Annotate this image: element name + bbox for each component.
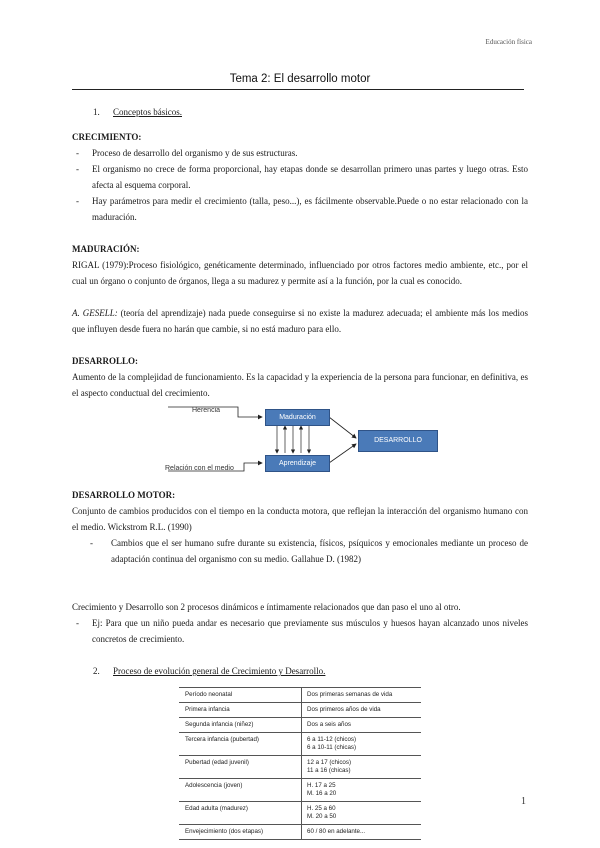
- crecimiento-heading: CRECIMIENTO:: [72, 132, 142, 142]
- list-item: - Cambios que el ser humano sufre durante su existencia, físicos, psíquicos y emocionales mediante un proceso de adaptación continua del organismo con su medio. Gallahue D. (1982): [72, 535, 528, 567]
- section-number: 2.: [93, 666, 100, 676]
- title-divider: [72, 89, 524, 90]
- rigal-paragraph: RIGAL (1979):Proceso fisiológico, genéticamente determinado, influenciado por otros factores medio ambiente, etc., por el cual un órgano o conjunto de órganos, llega a su madurez y permite así a la función, por la cual es conocido.: [72, 260, 528, 286]
- table-row: [179, 703, 421, 718]
- section-number: 1.: [93, 107, 100, 117]
- list-item: - El organismo no crece de forma proporcional, hay etapas donde se desarrollan primero unas partes y luego otras. Esto afecta al esquema corporal.: [72, 161, 528, 193]
- list-item: - Ej: Para que un niño pueda andar es necesario que previamente sus músculos y huesos hayan alcanzado unos niveles concretos de crecimiento.: [72, 615, 528, 647]
- table-row: [179, 718, 421, 733]
- table-cell-age: 12 a 17 (chicos) 11 a 16 (chicas): [307, 759, 352, 774]
- section-2-heading: [72, 663, 528, 679]
- table-row: [179, 687, 421, 703]
- section-1-heading: [72, 104, 528, 120]
- section-title: Conceptos básicos.: [113, 107, 182, 117]
- maduracion-heading: MADURACIÓN:: [72, 244, 140, 254]
- page-number: 1: [521, 796, 526, 807]
- table-row: [179, 733, 421, 756]
- table-cell-period: Adolescencia (joven): [179, 779, 302, 801]
- table-cell-period: Período neonatal: [179, 688, 302, 702]
- gesell-text: (teoría del aprendizaje) nada puede conseguirse si no existe la madurez adecuada; el ambiente más los medios que influyen desde fuera no harán que cambie, si no está maduro para ello.: [72, 308, 528, 334]
- table-row: [179, 756, 421, 779]
- table-cell-age: Dos a seis años: [307, 721, 352, 728]
- desarrollo-box: DESARROLLO: [358, 430, 438, 452]
- crecimiento-list: [72, 145, 528, 225]
- relacion-paragraph: Crecimiento y Desarrollo son 2 procesos dinámicos e íntimamente relacionados que dan paso el uno al otro.: [72, 602, 461, 612]
- section-title: Proceso de evolución general de Crecimiento y Desarrollo.: [113, 666, 326, 676]
- table-cell-age: Dos primeras semanas de vida: [307, 691, 393, 698]
- table-cell-period: Tercera infancia (pubertad): [179, 733, 302, 755]
- maduracion-box: Maduración: [265, 409, 330, 426]
- table-cell-age: 6 a 11-12 (chicos) 6 a 10-11 (chicas): [307, 736, 357, 751]
- table-cell-age: H. 17 a 25 M. 16 a 20: [307, 782, 337, 797]
- gesell-author: A. GESELL:: [72, 308, 118, 318]
- table-cell-age: H. 25 a 60 M. 20 a 50: [307, 805, 337, 820]
- relacion-label: Relación con el medio: [165, 465, 234, 472]
- table-row: [179, 779, 421, 802]
- gesell-paragraph: [72, 305, 528, 337]
- table-row: [179, 825, 421, 840]
- list-item: - Hay parámetros para medir el crecimiento (talla, peso...), es fácilmente observable.Puede o no estar relacionado con la maduración.: [72, 193, 528, 225]
- relacion-list: [72, 615, 528, 647]
- table-cell-age: Dos primeros años de vida: [307, 706, 381, 713]
- table-cell-period: Edad adulta (madurez): [179, 802, 302, 824]
- header-label: Educación física: [485, 38, 532, 46]
- desarrollo-motor-heading: DESARROLLO MOTOR:: [72, 490, 176, 500]
- table-cell-age: 60 / 80 en adelante...: [307, 828, 366, 835]
- desarrollo-motor-list: [72, 535, 528, 567]
- document-body: [72, 104, 528, 840]
- desarrollo-motor-paragraph: Conjunto de cambios producidos con el tiempo en la conducta motora, que reflejan la interacción del organismo humano con el medio. Wickstrom R.L. (1990): [72, 506, 528, 532]
- list-item: - Proceso de desarrollo del organismo y de sus estructuras.: [72, 145, 528, 161]
- herencia-label: Herencia: [192, 407, 221, 414]
- table-cell-period: Envejecimiento (dos etapas): [179, 825, 302, 839]
- growth-stages-table: [179, 687, 421, 840]
- development-diagram: [72, 405, 528, 481]
- desarrollo-heading: DESARROLLO:: [72, 356, 139, 366]
- table-cell-period: Pubertad (edad juvenil): [179, 756, 302, 778]
- table-cell-period: Primera infancia: [179, 703, 302, 717]
- page-title: Tema 2: El desarrollo motor: [229, 73, 371, 85]
- desarrollo-paragraph: Aumento de la complejidad de funcionamiento. Es la capacidad y la experiencia de la persona para funcionar, en definitiva, es el aspecto conductual del crecimiento.: [72, 372, 528, 398]
- aprendizaje-box: Aprendizaje: [265, 455, 330, 472]
- table-row: [179, 802, 421, 825]
- table-cell-period: Segunda infancia (niñez): [179, 718, 302, 732]
